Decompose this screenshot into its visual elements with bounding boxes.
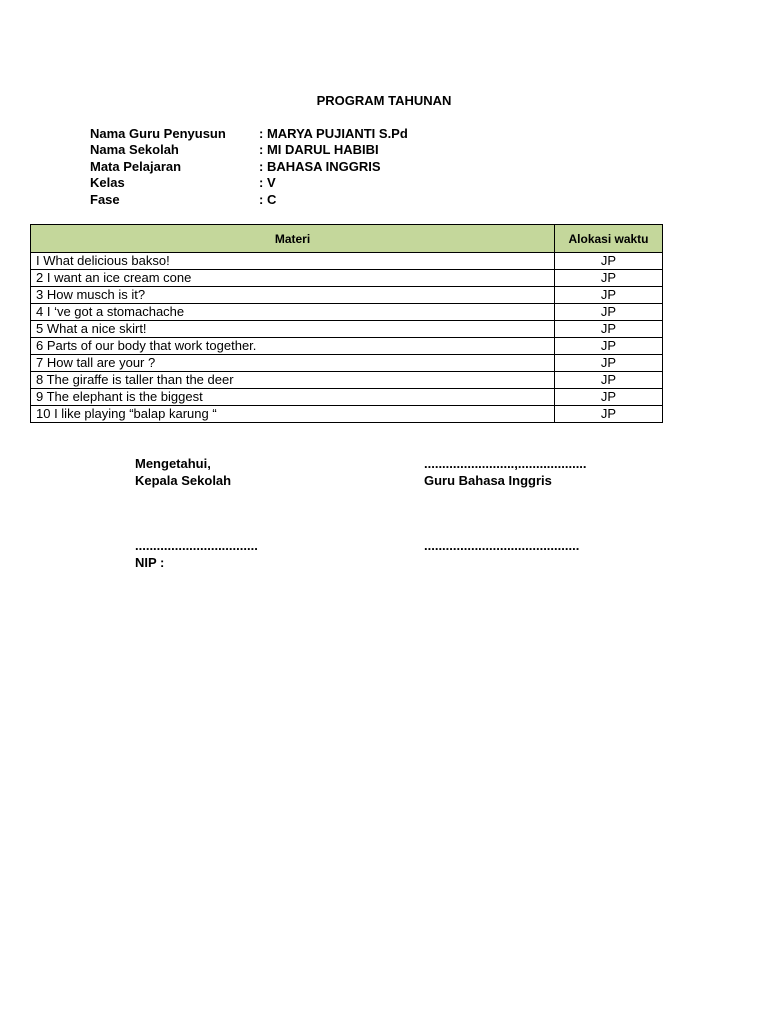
table-row bbox=[31, 287, 663, 304]
table-header-row bbox=[31, 225, 663, 253]
signature-place-date: .........................,................... bbox=[424, 456, 587, 471]
identity-block bbox=[90, 126, 408, 208]
alokasi-cell: JP bbox=[555, 270, 663, 287]
table-row bbox=[31, 372, 663, 389]
column-header-alokasi: Alokasi waktu bbox=[555, 225, 663, 253]
signature-acknowledge-label: Mengetahui, bbox=[135, 456, 211, 471]
materi-cell: 7 How tall are your ? bbox=[31, 355, 555, 372]
identity-row-school bbox=[90, 142, 408, 158]
materi-cell: 8 The giraffe is taller than the deer bbox=[31, 372, 555, 389]
materi-cell: 5 What a nice skirt! bbox=[31, 321, 555, 338]
alokasi-cell: JP bbox=[555, 253, 663, 270]
signature-principal bbox=[135, 456, 231, 489]
column-header-materi: Materi bbox=[31, 225, 555, 253]
materi-cell: I What delicious bakso! bbox=[31, 253, 555, 270]
table-row bbox=[31, 355, 663, 372]
table-row bbox=[31, 270, 663, 287]
identity-value: : MI DARUL HABIBI bbox=[259, 142, 379, 158]
table-row bbox=[31, 406, 663, 423]
signature-name-line: ........................................... bbox=[424, 538, 580, 553]
identity-label: Mata Pelajaran bbox=[90, 158, 182, 174]
alokasi-cell: JP bbox=[555, 372, 663, 389]
signature-teacher bbox=[424, 456, 587, 489]
signature-teacher-title: Guru Bahasa Inggris bbox=[424, 472, 552, 488]
materi-cell: 4 I ‘ve got a stomachache bbox=[31, 304, 555, 321]
identity-value: : C bbox=[259, 191, 277, 207]
table-row bbox=[31, 338, 663, 355]
document-title: PROGRAM TAHUNAN bbox=[316, 93, 452, 108]
materi-cell: 10 I like playing “balap karung “ bbox=[31, 406, 555, 423]
materi-cell: 9 The elephant is the biggest bbox=[31, 389, 555, 406]
identity-label: Nama Guru Penyusun bbox=[90, 126, 226, 141]
identity-row-class bbox=[90, 175, 408, 191]
identity-row-teacher bbox=[90, 126, 408, 142]
materi-cell: 2 I want an ice cream cone bbox=[31, 270, 555, 287]
identity-value: : MARYA PUJIANTI S.Pd bbox=[259, 126, 408, 141]
table-row bbox=[31, 304, 663, 321]
signature-principal-name bbox=[135, 538, 258, 571]
table-row bbox=[31, 253, 663, 270]
table-row bbox=[31, 389, 663, 406]
identity-row-subject bbox=[90, 159, 408, 175]
materi-table bbox=[30, 224, 663, 423]
alokasi-cell: JP bbox=[555, 406, 663, 423]
identity-value: : BAHASA INGGRIS bbox=[259, 158, 381, 174]
table-row bbox=[31, 321, 663, 338]
alokasi-cell: JP bbox=[555, 389, 663, 406]
identity-row-phase bbox=[90, 192, 408, 208]
alokasi-cell: JP bbox=[555, 287, 663, 304]
signature-teacher-name bbox=[424, 538, 579, 555]
alokasi-cell: JP bbox=[555, 355, 663, 372]
identity-label: Fase bbox=[90, 191, 120, 207]
alokasi-cell: JP bbox=[555, 321, 663, 338]
identity-value: : V bbox=[259, 175, 276, 191]
identity-label: Kelas bbox=[90, 175, 125, 191]
signature-nip-label: NIP : bbox=[135, 554, 165, 570]
alokasi-cell: JP bbox=[555, 338, 663, 355]
alokasi-cell: JP bbox=[555, 304, 663, 321]
signature-principal-title: Kepala Sekolah bbox=[135, 472, 232, 488]
materi-cell: 3 How musch is it? bbox=[31, 287, 555, 304]
signature-name-line: .................................. bbox=[135, 538, 258, 553]
materi-cell: 6 Parts of our body that work together. bbox=[31, 338, 555, 355]
identity-label: Nama Sekolah bbox=[90, 142, 179, 158]
